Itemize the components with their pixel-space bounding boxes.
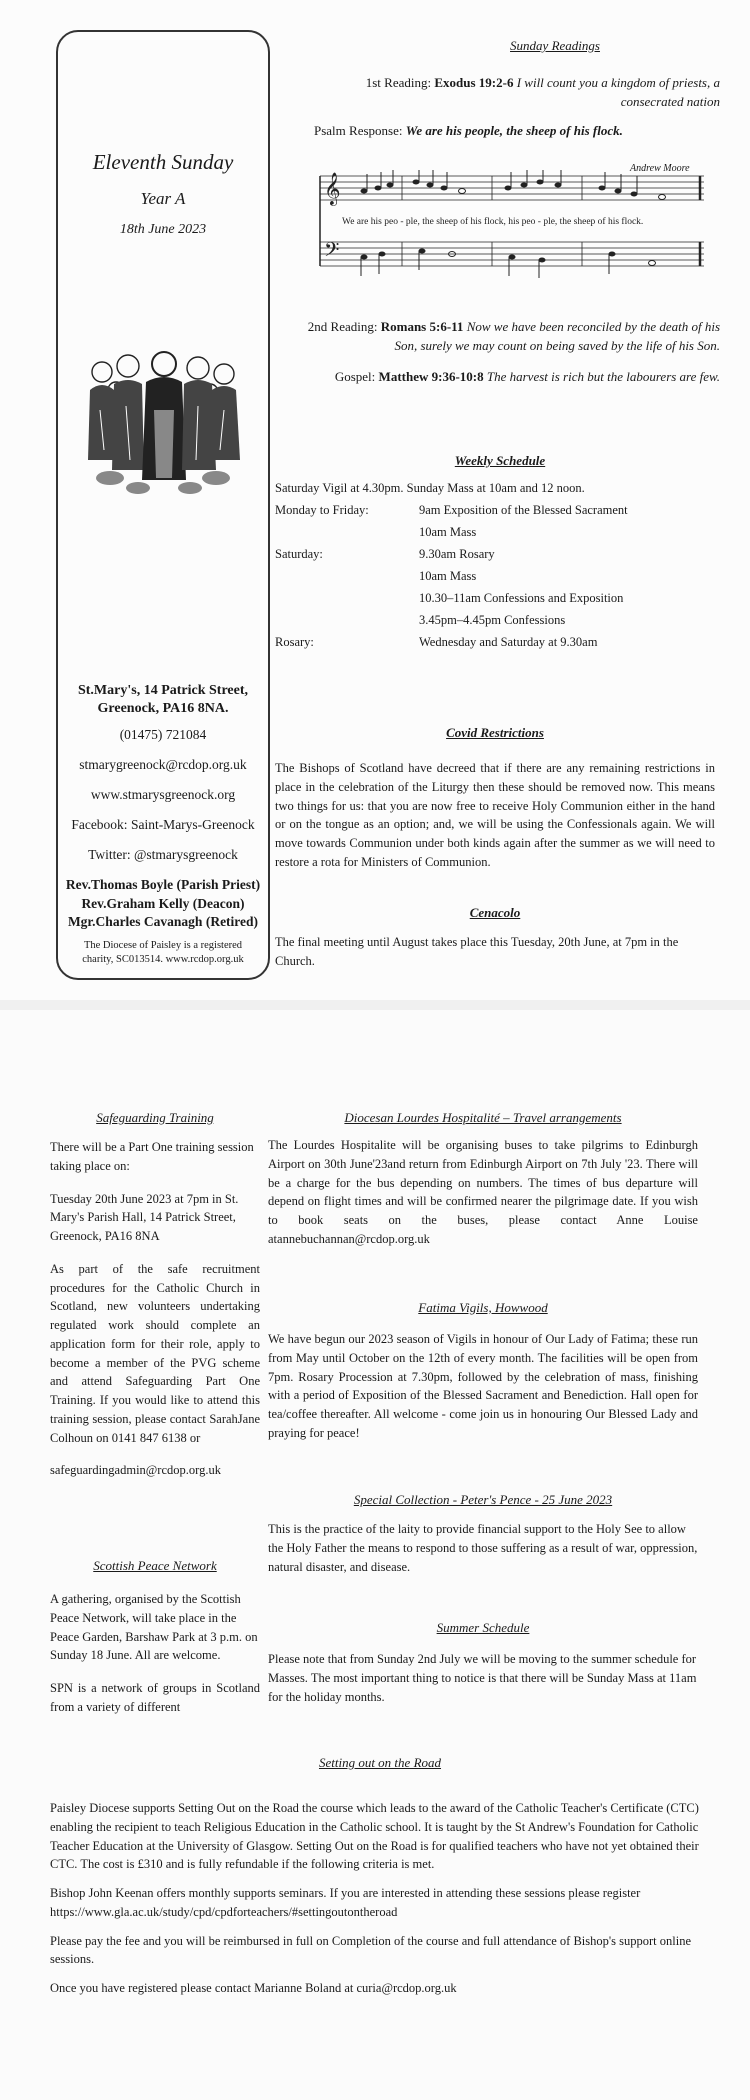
setting-out-contact: Once you have registered please contact Marianne Boland at curia@rcdop.org.uk bbox=[50, 1981, 457, 1995]
gospel-text: The harvest is rich but the labourers are few. bbox=[486, 368, 720, 384]
first-reading-label: 1st Reading: bbox=[365, 75, 432, 90]
schedule-detail: 10am Mass bbox=[419, 525, 477, 539]
parish-email[interactable]: stmarygreenock@rcdop.org.uk bbox=[79, 756, 247, 772]
safeguarding-session: Tuesday 20th June 2023 at 7pm in St. Mary's Parish Hall, 14 Patrick Street, Greenock, PA16 8NA bbox=[50, 1191, 239, 1243]
weekly-schedule-section bbox=[275, 453, 725, 657]
setting-out-reimbursement: Please pay the fee and you will be reimbursed in full on Completion of the course and full attendance of Bishop's support online sessions. bbox=[50, 1933, 691, 1967]
covid-heading: Covid Restrictions bbox=[446, 725, 544, 740]
clergy-retired: Mgr.Charles Cavanagh (Retired) bbox=[67, 913, 259, 929]
newsletter-page-1 bbox=[0, 0, 750, 1000]
parish-phone: (01475) 721084 bbox=[119, 727, 207, 742]
lourdes-section bbox=[268, 1110, 698, 1249]
summer-schedule-section bbox=[268, 1620, 698, 1706]
summer-schedule-heading: Summer Schedule bbox=[436, 1620, 530, 1635]
psalm-response bbox=[300, 122, 720, 141]
clergy-parish-priest: Rev.Thomas Boyle (Parish Priest) bbox=[65, 877, 261, 893]
liturgical-year: Year A bbox=[140, 189, 186, 208]
schedule-row bbox=[275, 613, 725, 635]
svg-text:𝄞: 𝄞 bbox=[324, 172, 341, 205]
sunday-date: 18th June 2023 bbox=[119, 222, 207, 237]
safeguarding-email[interactable]: safeguardingadmin@rcdop.org.uk bbox=[50, 1463, 221, 1478]
first-reading-ref: Exodus 19:2-6 bbox=[434, 75, 514, 90]
setting-out-section bbox=[50, 1755, 710, 1998]
fatima-heading: Fatima Vigils, Howwood bbox=[418, 1300, 548, 1315]
second-reading bbox=[300, 318, 720, 356]
peace-network-about: SPN is a network of groups in Scotland from a variety of different bbox=[50, 1681, 260, 1714]
gospel-ref: Matthew 9:36-10:8 bbox=[378, 368, 484, 384]
schedule-row bbox=[275, 503, 725, 525]
cenacolo-heading: Cenacolo bbox=[469, 905, 521, 920]
schedule-row bbox=[275, 481, 725, 503]
safeguarding-details: As part of the safe recruitment procedures for the Catholic Church in Scotland, new volunteers undertaking regulated work should complete an application form for their role, apply to become a member of the PVG scheme and attend Safeguarding Part One Training. If you would like to attend this training session, please contact SarahJane Colhoun on 0141 847 6138 or bbox=[50, 1261, 260, 1445]
parish-facebook: Facebook: Saint-Marys-Greenock bbox=[71, 816, 255, 832]
lourdes-text: The Lourdes Hospitalite will be organising buses to take pilgrims to Edinburgh Airport on 30th June'23and return from Edinburgh Airport on 7th July '23. There will be a charge for the bus depending on numbers. The times of bus departure will depend on flight times and will be confirmed nearer the pilgrimage date. If you wish to book seats on the buses, please contact Anne Louise atannebuchannan@rcdop.org.uk bbox=[268, 1138, 698, 1246]
parish-info-panel bbox=[56, 30, 270, 980]
weekly-schedule-heading: Weekly Schedule bbox=[454, 453, 546, 468]
schedule-detail: 10am Mass bbox=[419, 569, 477, 583]
schedule-row bbox=[275, 525, 725, 547]
sunday-readings-heading: Sunday Readings bbox=[510, 38, 600, 53]
special-collection-text: This is the practice of the laity to provide financial support to the Holy See to allow the Holy Father the means to respond to those suffering as a result of war, oppression, natural disaster, and disease. bbox=[268, 1522, 698, 1574]
fatima-text: We have begun our 2023 season of Vigils in honour of Our Lady of Fatima; these run from May until October on the 12th of every month. The facilities will be open from 7pm. Rosary Procession at 7.30pm, followed by the celebration of mass, finishing with a period of Exposition of the Blessed Sacrament and Benediction. Hall open for tea/coffee thereafter. All welcome - come join us in honouring Our Blessed Lady and praying for peace! bbox=[268, 1332, 698, 1440]
apostles-illustration bbox=[80, 350, 246, 500]
cenacolo-section bbox=[275, 905, 715, 971]
schedule-day: Saturday Vigil at 4.30pm. Sunday Mass at 10am and 12 noon. bbox=[275, 481, 585, 495]
schedule-detail: 3.45pm–4.45pm Confessions bbox=[419, 613, 566, 627]
setting-out-intro: Paisley Diocese supports Setting Out on the Road the course which leads to the award of the Catholic Teacher's Certificate (CTC) enabling the recipient to teach Religious Education in the Catholic school. It is taught by the St Andrew's Foundation for Catholic Teacher Education at the University of Glasgow. Setting Out on the Road is for qualified teachers who have not yet obtained their CTC. The cost is £310 and is fully refundable if the following criteria is met. bbox=[50, 1801, 699, 1872]
fatima-section bbox=[268, 1300, 698, 1443]
first-reading-text: I will count you a kingdom of priests, a consecrated nation bbox=[516, 75, 720, 109]
peace-network-heading: Scottish Peace Network bbox=[93, 1558, 217, 1573]
page-divider bbox=[0, 1000, 750, 1010]
gospel-reading bbox=[300, 368, 720, 387]
svg-text:𝄢: 𝄢 bbox=[324, 238, 340, 266]
safeguarding-heading: Safeguarding Training bbox=[96, 1110, 214, 1125]
covid-section bbox=[275, 725, 715, 872]
schedule-row bbox=[275, 547, 725, 569]
schedule-detail: Wednesday and Saturday at 9.30am bbox=[419, 635, 598, 649]
parish-contact-block bbox=[58, 682, 268, 967]
schedule-detail: 9.30am Rosary bbox=[419, 547, 495, 561]
parish-twitter: Twitter: @stmarysgreenock bbox=[88, 846, 238, 862]
psalm-sheet-music bbox=[312, 170, 712, 292]
schedule-row bbox=[275, 591, 725, 613]
parish-address: St.Mary's, 14 Patrick Street, Greenock, PA16 8NA. bbox=[77, 683, 249, 716]
parish-website[interactable]: www.stmarysgreenock.org bbox=[90, 786, 236, 802]
gospel-label: Gospel: bbox=[334, 368, 376, 384]
covid-text: The Bishops of Scotland have decreed that if there are any remaining restrictions in place in the celebration of the Liturgy then these should be removed now. This means two things for us: that you are now free to receive Holy Communion either in the hand or on the tongue as an option; and, we will be using the Confessionals again. We will move towards Communion under both kinds again after the summer as we will need to restore a rota for Ministers of Communion. bbox=[275, 761, 715, 869]
schedule-detail: 10.30–11am Confessions and Exposition bbox=[419, 591, 624, 605]
lourdes-heading: Diocesan Lourdes Hospitalité – Travel arrangements bbox=[344, 1110, 622, 1125]
schedule-day: Rosary: bbox=[275, 635, 314, 649]
second-reading-ref: Romans 5:6-11 bbox=[380, 319, 464, 334]
clergy-list bbox=[58, 876, 268, 931]
newsletter-page-2 bbox=[0, 1010, 750, 2100]
readings-continued bbox=[300, 318, 720, 387]
psalm-composer: Andrew Moore bbox=[630, 163, 690, 174]
second-reading-text: Now we have been reconciled by the death of his Son, surely we may count on being saved by the life of his Son. bbox=[394, 319, 720, 353]
clergy-deacon: Rev.Graham Kelly (Deacon) bbox=[81, 895, 245, 911]
peace-network-section bbox=[50, 1558, 260, 1717]
summer-schedule-text: Please note that from Sunday 2nd July we will be moving to the summer schedule for Masses. The most important thing to notice is that there will be Sunday Mass at 11am for the holiday months. bbox=[268, 1652, 697, 1704]
sunday-title: Eleventh Sunday bbox=[92, 150, 234, 174]
special-collection-section bbox=[268, 1492, 698, 1576]
charity-notice: The Diocese of Paisley is a registered charity, SC013514. www.rcdop.org.uk bbox=[82, 940, 244, 966]
psalm-text: We are his people, the sheep of his flock. bbox=[405, 122, 623, 138]
safeguarding-intro: There will be a Part One training session taking place on: bbox=[50, 1140, 254, 1173]
schedule-day: Monday to Friday: bbox=[275, 503, 369, 517]
setting-out-heading: Setting out on the Road bbox=[318, 1755, 442, 1770]
psalm-lyric: We are his peo - ple, the sheep of his flock, his peo - ple, the sheep of his flock. bbox=[342, 217, 644, 227]
setting-out-seminars: Bishop John Keenan offers monthly supports seminars. If you are interested in attending these sessions please register https://www.gla.ac.uk/study/cpd/cpdforteachers/#settingoutontheroad bbox=[50, 1886, 641, 1919]
peace-network-text: A gathering, organised by the Scottish Peace Network, will take place in the Peace Garden, Barshaw Park at 3 p.m. on Sunday 18 June. All are welcome. bbox=[50, 1592, 258, 1663]
safeguarding-section bbox=[50, 1110, 260, 1480]
first-reading bbox=[300, 74, 720, 112]
cenacolo-text: The final meeting until August takes place this Tuesday, 20th June, at 7pm in the Church. bbox=[275, 935, 679, 968]
schedule-detail: 9am Exposition of the Blessed Sacrament bbox=[419, 503, 628, 517]
sunday-readings-section bbox=[300, 38, 720, 141]
schedule-row bbox=[275, 635, 725, 657]
special-collection-heading: Special Collection - Peter's Pence - 25 June 2023 bbox=[353, 1492, 613, 1507]
second-reading-label: 2nd Reading: bbox=[307, 319, 378, 334]
schedule-day: Saturday: bbox=[275, 547, 323, 561]
psalm-label: Psalm Response: bbox=[314, 122, 403, 138]
schedule-row bbox=[275, 569, 725, 591]
